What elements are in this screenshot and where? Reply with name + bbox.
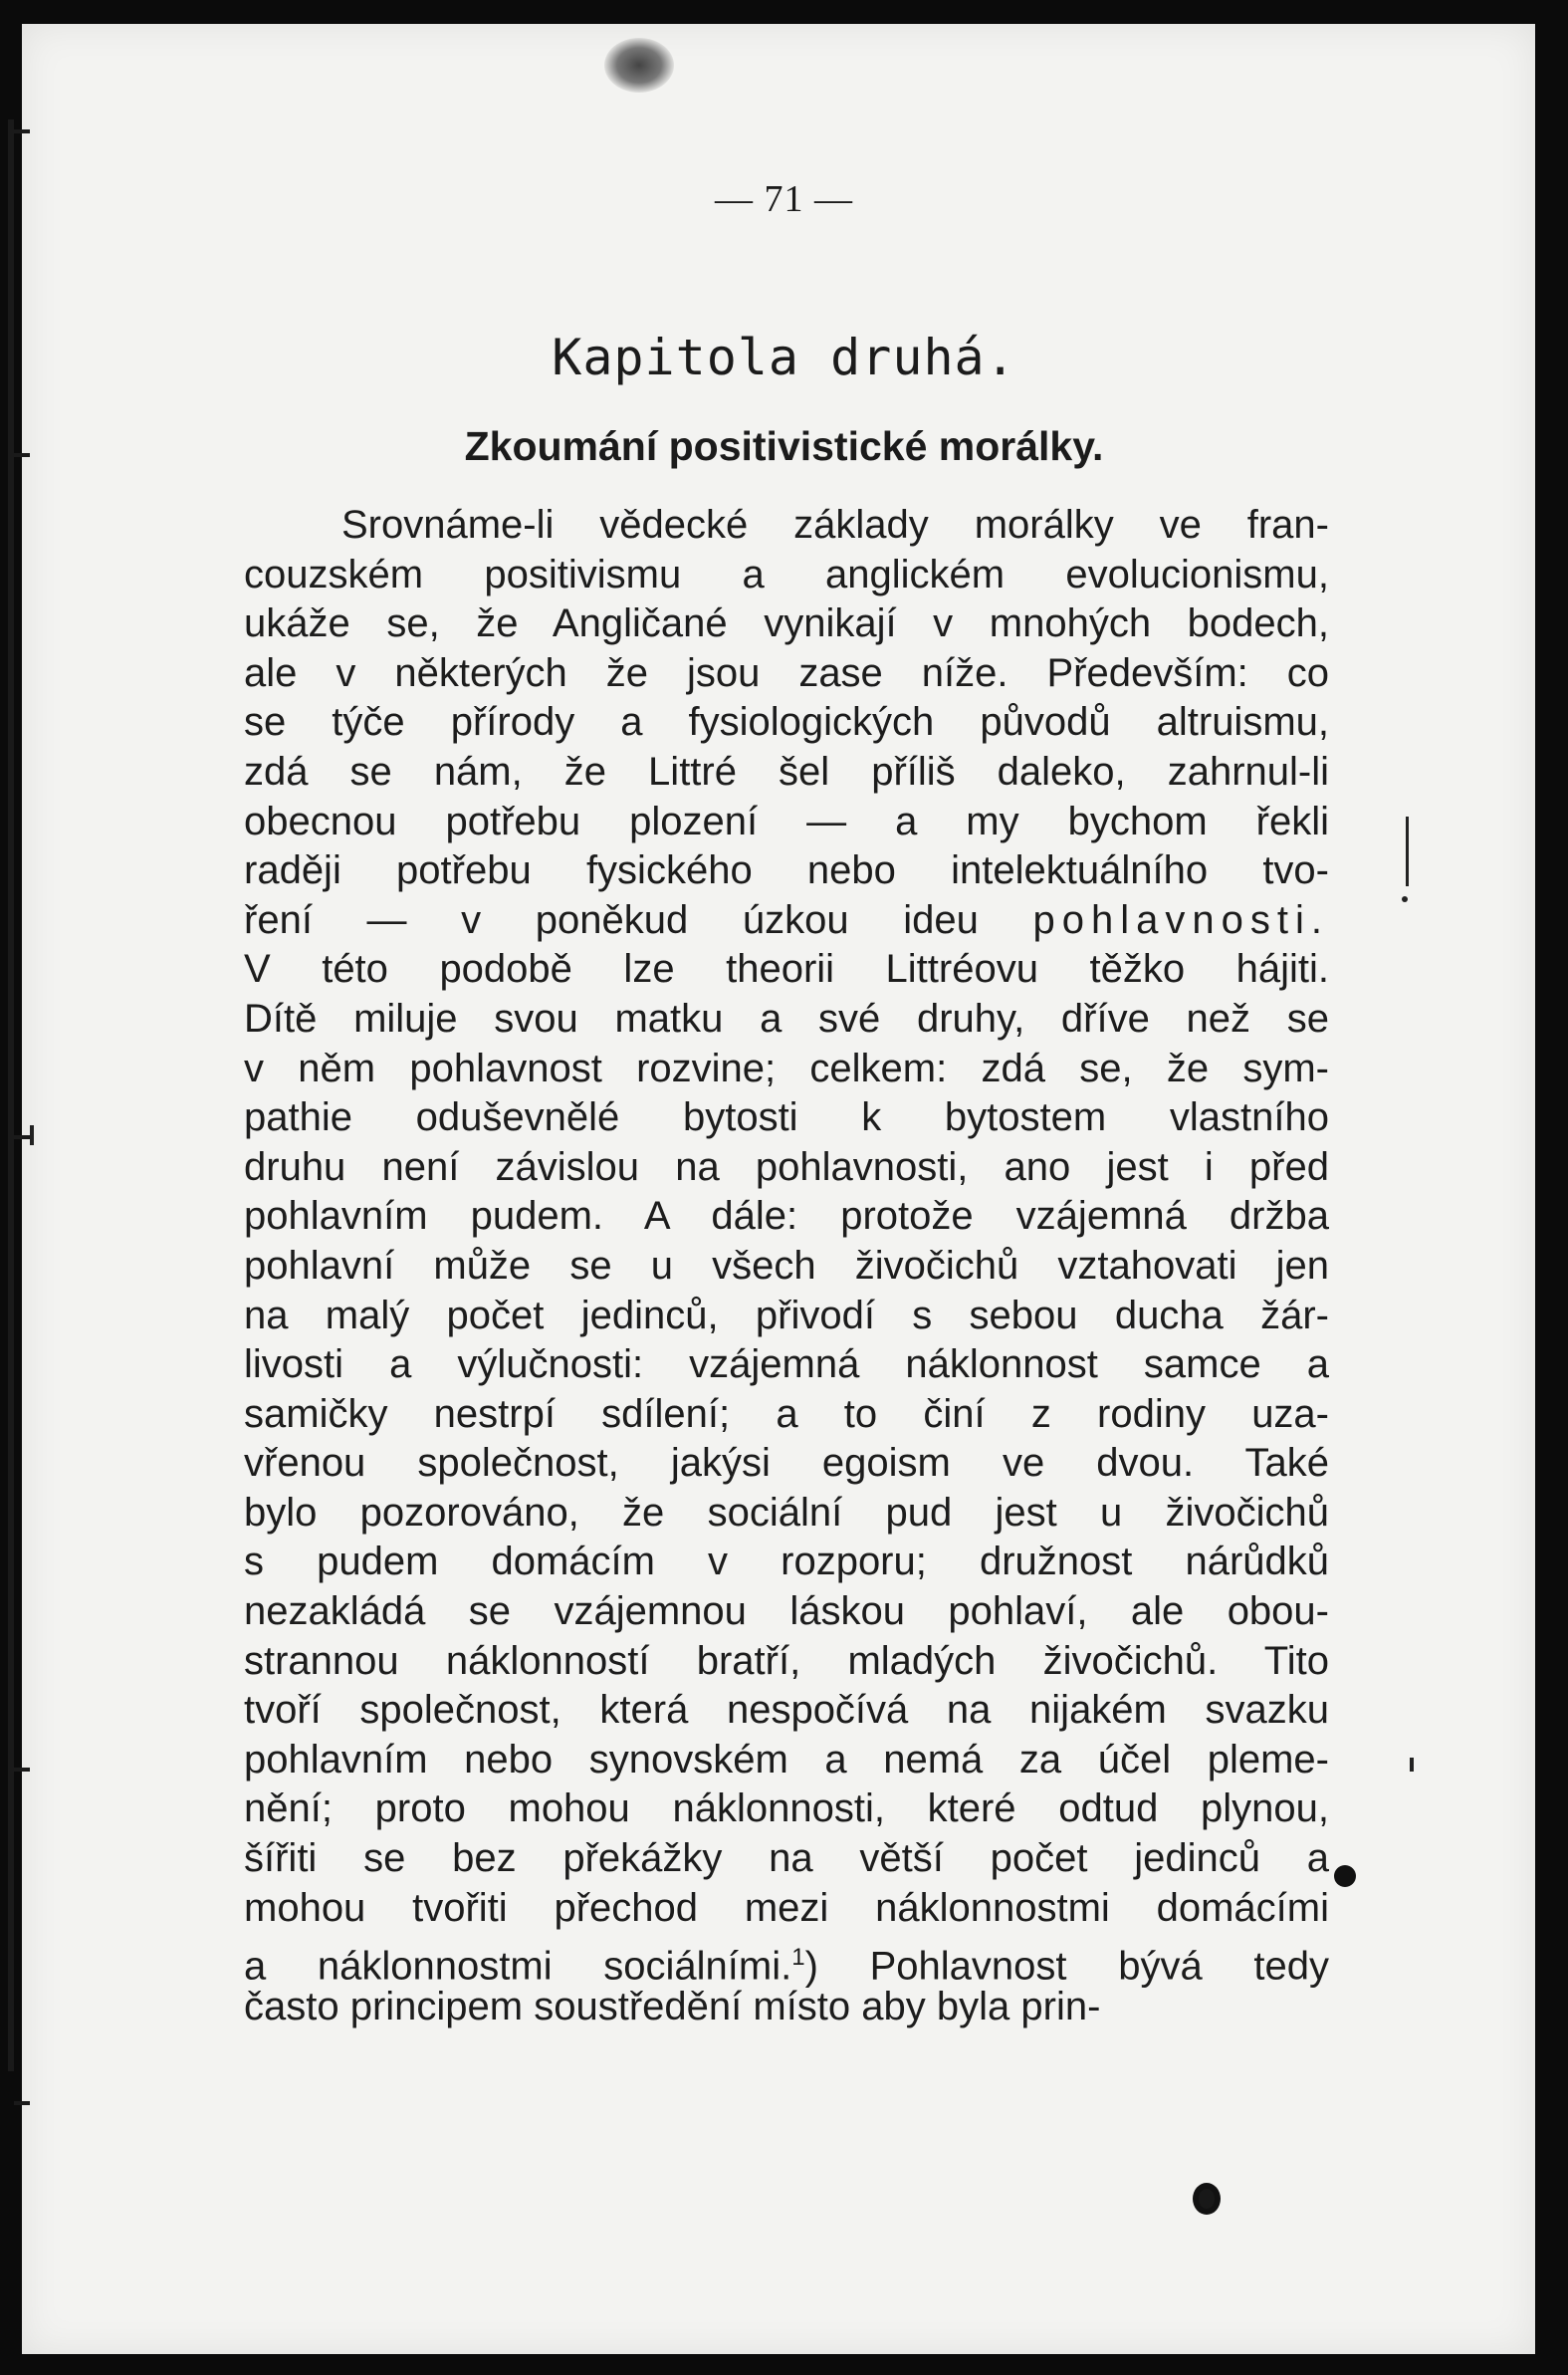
text-line: ale v některých že jsou zase níže. Především: co [244, 650, 1329, 695]
page-number: — 71 — [715, 178, 853, 220]
text-line: nezakládá se vzájemnou láskou pohlaví, ale obou- [244, 1589, 1329, 1634]
text-line: vřenou společnost, jakýsi egoism ve dvou. Také [244, 1441, 1329, 1486]
text-line: raději potřebu fysického nebo intelektuálního tvo- [244, 848, 1329, 893]
text-line: bylo pozorováno, že sociální pud jest u živočichů [244, 1490, 1329, 1535]
binding-notch [14, 1768, 30, 1772]
text-line: zdá se nám, že Littré šel příliš daleko, zahrnul-li [244, 749, 1329, 794]
text-line: druhu není závislou na pohlavnosti, ano jest i před [244, 1144, 1329, 1189]
binding-notch [14, 129, 30, 133]
text-line: tvoří společnost, která nespočívá na nijakém svazku [244, 1688, 1329, 1733]
text-line: mohou tvořiti přechod mezi náklonnostmi domácími [244, 1885, 1329, 1930]
binding-notch [14, 2101, 30, 2105]
text-line: na malý počet jedinců, přivodí s sebou ducha žár- [244, 1293, 1329, 1337]
margin-mark [1406, 817, 1409, 886]
text-line: nění; proto mohou náklonnosti, které odtud plynou, [244, 1786, 1329, 1831]
text-line: couzském positivismu a anglickém evolucionismu, [244, 552, 1329, 596]
text-line: livosti a výlučnosti: vzájemná náklonnost samce a [244, 1342, 1329, 1387]
margin-mark [30, 1125, 34, 1145]
page-tear-mark [604, 38, 674, 93]
section-title: Zkoumání positivistické morálky. [464, 423, 1104, 469]
ink-blot [1334, 1865, 1356, 1887]
text-line: často principem soustředění místo aby byla prin- [244, 1984, 1101, 2028]
margin-mark [1402, 896, 1408, 902]
text-line: V této podobě lze theorii Littréovu těžko hájiti. [244, 947, 1329, 992]
text-line: v něm pohlavnost rozvine; celkem: zdá se, že sym- [244, 1046, 1329, 1090]
text-line [244, 1933, 1329, 1989]
footnote-marker: 1 [791, 1944, 805, 1972]
text-segment: a náklonnostmi sociálními. [244, 1944, 792, 1989]
binding-notch [14, 1135, 30, 1139]
text-segment: ření — v poněkud úzkou ideu [244, 897, 979, 942]
text-line: ukáže se, že Angličané vynikají v mnohých bodech, [244, 601, 1329, 646]
text-segment: Pohlavnost bývá tedy [869, 1944, 1329, 1989]
footnote-close: ) [804, 1944, 818, 1989]
text-line: strannou náklonností bratří, mladých živočichů. Tito [244, 1638, 1329, 1683]
text-line: pathie oduševnělé bytosti k bytostem vlastního [244, 1095, 1329, 1140]
margin-mark [1410, 1758, 1414, 1772]
text-line: Srovnáme-li vědecké základy morálky ve fran- [341, 503, 1329, 547]
emphasized-word: pohlavnosti. [1032, 897, 1329, 942]
body-paragraph [244, 501, 1329, 2031]
text-line: s pudem domácím v rozporu; družnost nárůdků [244, 1540, 1329, 1584]
text-line: šířiti se bez překážky na větší počet jedinců a [244, 1836, 1329, 1881]
binding-edge [8, 119, 14, 2071]
text-line [244, 896, 1329, 946]
text-line: se týče přírody a fysiologických původů altruismu, [244, 700, 1329, 745]
text-line: pohlavní může se u všech živočichů vztahovati jen [244, 1243, 1329, 1288]
text-line: pohlavním pudem. A dále: protože vzájemná držba [244, 1194, 1329, 1239]
chapter-title: Kapitola druhá. [552, 329, 1016, 386]
text-line: pohlavním nebo synovském a nemá za účel pleme- [244, 1737, 1329, 1781]
text-line: Dítě miluje svou matku a své druhy, dříve než se [244, 996, 1329, 1041]
text-line: obecnou potřebu plození — a my bychom řekli [244, 799, 1329, 843]
ink-blot [1193, 2183, 1221, 2215]
text-line: samičky nestrpí sdílení; a to činí z rodiny uza- [244, 1391, 1329, 1436]
